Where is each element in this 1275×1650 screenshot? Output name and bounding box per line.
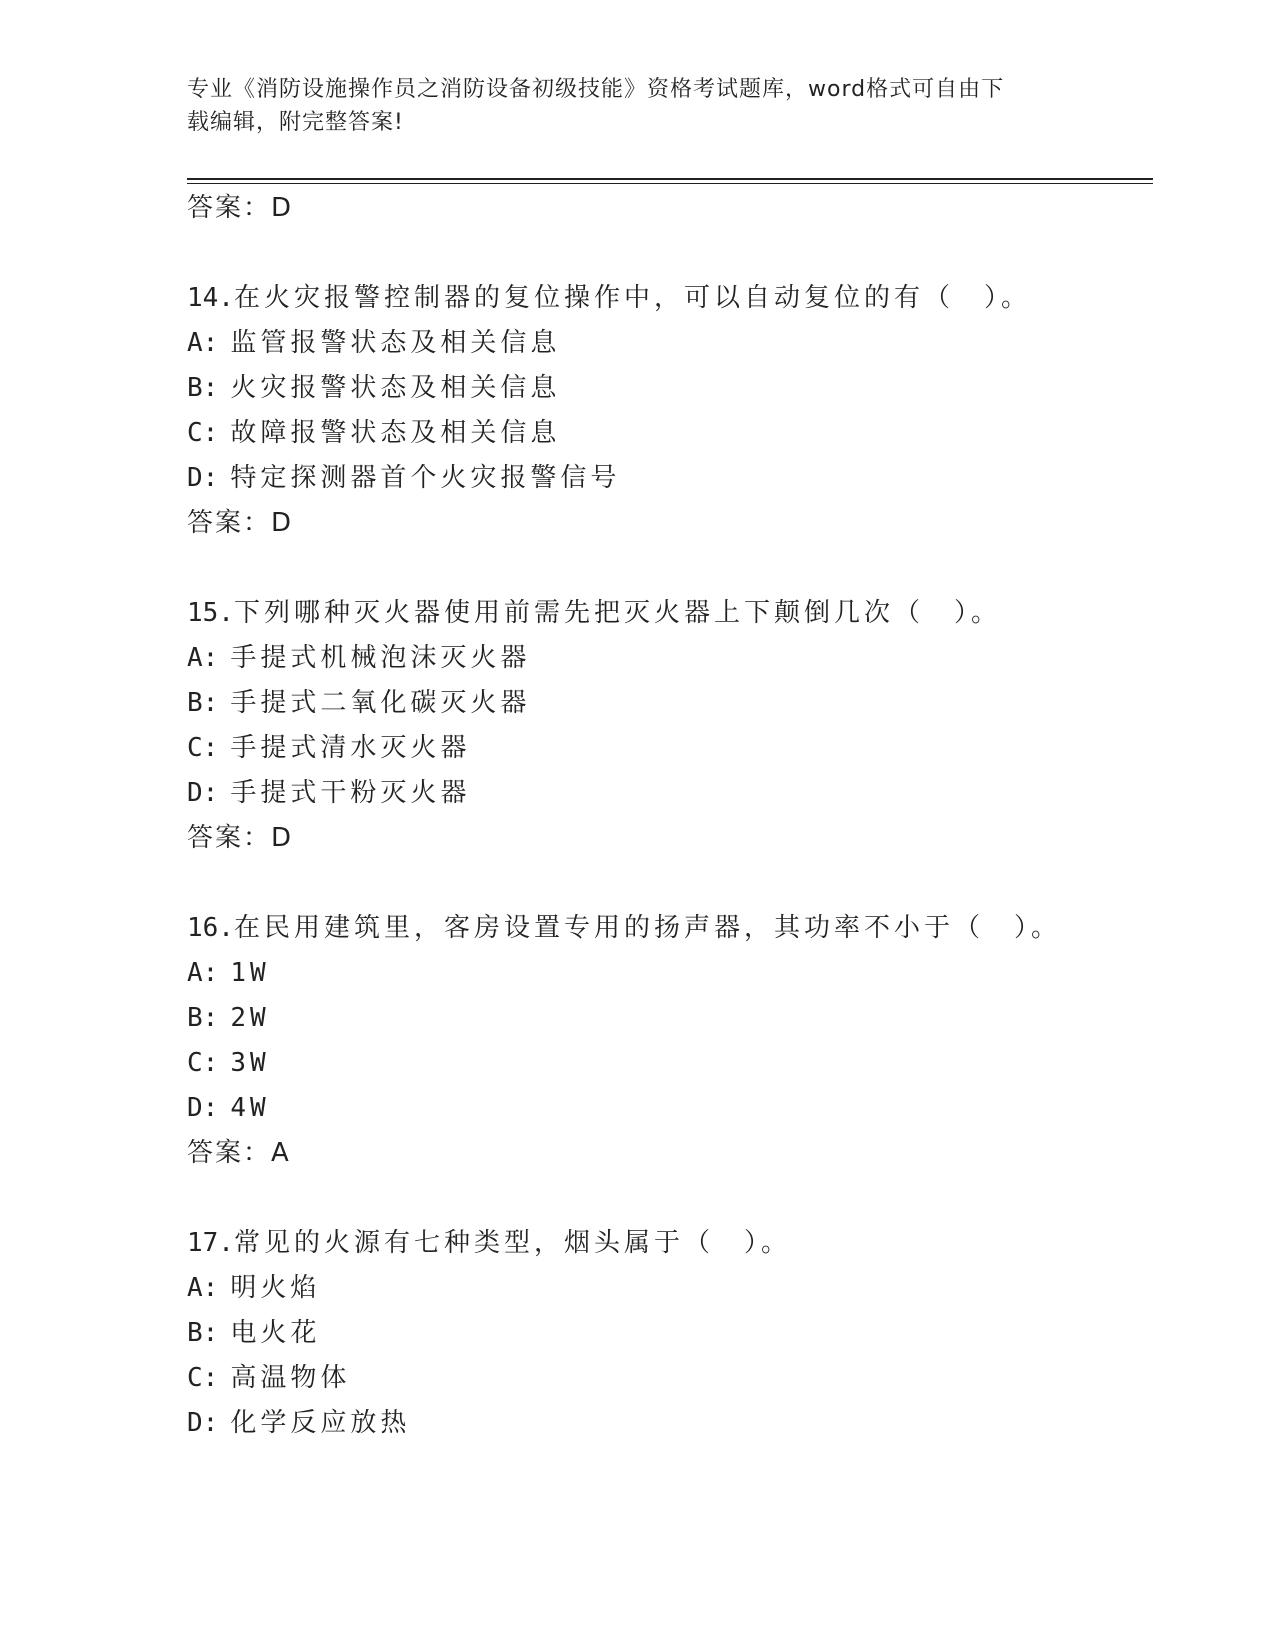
question-17-option-a — [187, 1273, 320, 1303]
option-letter: C: — [187, 1363, 219, 1393]
question-15-stem — [187, 598, 1001, 628]
option-text: 手提式二氧化碳灭火器 — [230, 688, 531, 718]
question-text: 在民用建筑里，客房设置专用的扬声器，其功率不小于（ ）。 — [233, 913, 1061, 943]
header-divider-thin — [187, 183, 1153, 184]
question-15-option-c — [187, 733, 470, 763]
option-text: 手提式机械泡沫灭火器 — [230, 643, 531, 673]
question-14-option-d — [187, 463, 620, 493]
option-text: 化学反应放热 — [230, 1408, 411, 1438]
option-text: 4W — [230, 1093, 270, 1123]
option-text: 手提式干粉灭火器 — [230, 778, 471, 808]
header-line-2: 载编辑，附完整答案! — [187, 110, 404, 135]
question-text: 下列哪种灭火器使用前需先把灭火器上下颠倒几次（ ）。 — [233, 598, 1001, 628]
question-text: 在火灾报警控制器的复位操作中，可以自动复位的有（ ）。 — [233, 283, 1031, 313]
question-16-option-d — [187, 1093, 270, 1123]
question-14-answer: 答案：D — [187, 508, 294, 538]
header-line-1: 专业《消防设施操作员之消防设备初级技能》资格考试题库，word格式可自由下 — [187, 77, 1005, 102]
question-14-stem — [187, 283, 1031, 313]
question-15-option-b — [187, 688, 530, 718]
question-17-stem — [187, 1228, 791, 1258]
question-16-stem — [187, 913, 1061, 943]
option-text: 高温物体 — [230, 1363, 351, 1393]
question-16-option-c — [187, 1048, 270, 1078]
option-letter: D: — [187, 1408, 219, 1438]
option-text: 电火花 — [230, 1318, 321, 1348]
question-15-option-a — [187, 643, 530, 673]
option-letter: B: — [187, 1003, 219, 1033]
option-text: 1W — [230, 958, 270, 988]
question-15-answer: 答案：D — [187, 823, 294, 853]
option-letter: A: — [187, 328, 219, 358]
option-letter: C: — [187, 733, 219, 763]
option-letter: A: — [187, 643, 219, 673]
question-17-option-b — [187, 1318, 320, 1348]
question-15-option-d — [187, 778, 470, 808]
option-letter: C: — [187, 418, 219, 448]
question-number: 15. — [187, 598, 234, 628]
option-text: 特定探测器首个火灾报警信号 — [230, 463, 621, 493]
question-text: 常见的火源有七种类型，烟头属于（ ）。 — [233, 1228, 791, 1258]
question-16-answer: 答案：A — [187, 1138, 291, 1168]
document-header — [187, 73, 1087, 139]
option-letter: C: — [187, 1048, 219, 1078]
option-letter: D: — [187, 1093, 219, 1123]
header-divider-thick — [187, 178, 1153, 180]
question-16-option-a — [187, 958, 270, 988]
option-letter: B: — [187, 373, 219, 403]
option-text: 故障报警状态及相关信息 — [230, 418, 561, 448]
question-14-option-a — [187, 328, 560, 358]
question-17-option-c — [187, 1363, 350, 1393]
question-14-option-c — [187, 418, 560, 448]
question-16-option-b — [187, 1003, 270, 1033]
previous-answer: 答案：D — [187, 193, 294, 223]
option-letter: D: — [187, 463, 219, 493]
option-letter: B: — [187, 1318, 219, 1348]
option-letter: A: — [187, 958, 219, 988]
option-text: 火灾报警状态及相关信息 — [230, 373, 561, 403]
option-letter: B: — [187, 688, 219, 718]
question-number: 14. — [187, 283, 234, 313]
option-text: 监管报警状态及相关信息 — [230, 328, 561, 358]
option-text: 手提式清水灭火器 — [230, 733, 471, 763]
option-text: 明火焰 — [230, 1273, 321, 1303]
option-letter: A: — [187, 1273, 219, 1303]
question-17-option-d — [187, 1408, 410, 1438]
question-number: 17. — [187, 1228, 234, 1258]
option-letter: D: — [187, 778, 219, 808]
question-number: 16. — [187, 913, 234, 943]
option-text: 3W — [230, 1048, 270, 1078]
question-14-option-b — [187, 373, 560, 403]
option-text: 2W — [230, 1003, 270, 1033]
